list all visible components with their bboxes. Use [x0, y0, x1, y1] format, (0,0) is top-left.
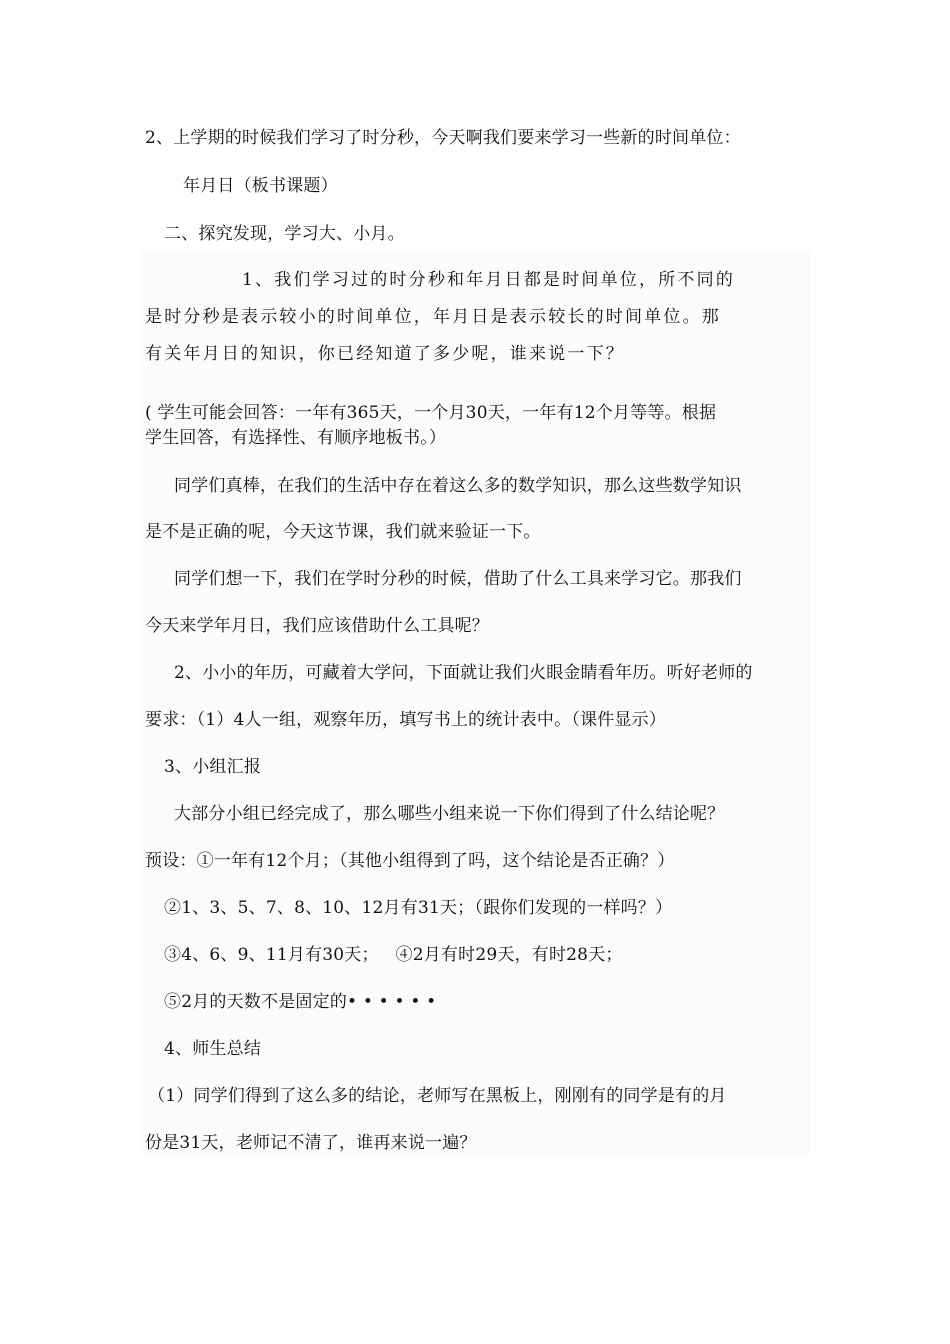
paragraph-line-10: 是不是正确的呢，今天这节课，我们就来验证一下。 [145, 522, 541, 542]
lesson-title-line: 年月日（板书课题） [183, 176, 338, 196]
paragraph-line-5: 是时分秒是表示较小的时间单位，年月日是表示较长的时间单位。那 [145, 307, 721, 327]
page-background [140, 250, 810, 1155]
paragraph-line-20: ⑤2月的天数不是固定的• • • • • • [164, 992, 437, 1012]
paragraph-line-14: 要求：（1）4人一组，观察年历，填写书上的统计表中。（课件显示） [145, 710, 667, 730]
paragraph-line-11: 同学们想一下，我们在学时分秒的时候，借助了什么工具来学习它。那我们 [174, 569, 742, 589]
section-heading-2: 二、探究发现，学习大、小月。 [164, 224, 405, 244]
paragraph-line-23: 份是31天，老师记不清了，谁再来说一遍？ [145, 1133, 477, 1153]
paragraph-line-18: ②1、3、5、7、8、10、12月有31天；（跟你们发现的一样吗？） [164, 898, 673, 918]
paragraph-line-17: 预设：①一年有12个月；（其他小组得到了吗，这个结论是否正确？） [145, 851, 675, 871]
paragraph-line-16: 大部分小组已经完成了，那么哪些小组来说一下你们得到了什么结论呢？ [174, 804, 725, 824]
paragraph-line-7: ( 学生可能会回答：一年有365天，一个月30天，一年有12个月等等。根据 [145, 403, 717, 423]
paragraph-line-9: 同学们真棒，在我们的生活中存在着这么多的数学知识，那么这些数学知识 [174, 476, 742, 496]
paragraph-line-19: ③4、6、9、11月有30天； ④2月有时29天，有时28天； [164, 945, 623, 965]
section-heading-4: 4、师生总结 [164, 1039, 262, 1059]
paragraph-line-12: 今天来学年月日，我们应该借助什么工具呢？ [145, 616, 489, 636]
section-heading-3: 3、小组汇报 [164, 757, 262, 777]
paragraph-line-4: 1、我们学习过的时分秒和年月日都是时间单位，所不同的 [242, 270, 736, 290]
paragraph-line-8: 学生回答，有选择性、有顺序地板书。） [145, 428, 447, 448]
paragraph-line-22: （1）同学们得到了这么多的结论，老师写在黑板上，刚刚有的同学是有的月 [148, 1086, 727, 1106]
paragraph-line-1: 2、上学期的时候我们学习了时分秒，今天啊我们要来学习一些新的时间单位： [145, 128, 741, 148]
paragraph-line-13: 2、小小的年历，可藏着大学问，下面就让我们火眼金睛看年历。听好老师的 [174, 663, 753, 683]
paragraph-line-6: 有关年月日的知识，你已经知道了多少呢，谁来说一下？ [145, 344, 625, 364]
